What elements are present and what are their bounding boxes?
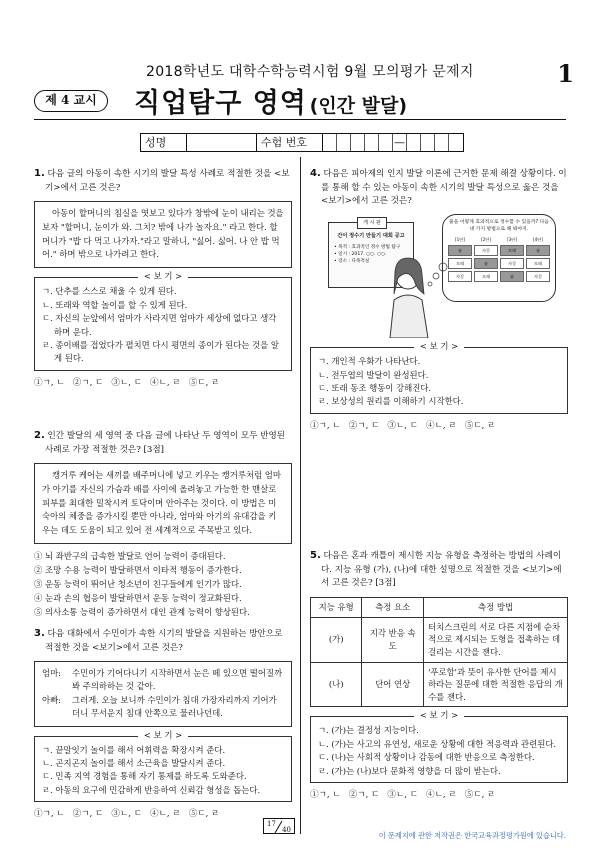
choice-4[interactable]: ④ㄴ, ㄹ xyxy=(426,420,457,431)
dialog-speaker: 아빠: xyxy=(42,694,62,705)
choice-3[interactable]: ③ㄴ, ㄷ xyxy=(387,790,419,801)
method-head: [1단] xyxy=(455,237,465,243)
passage-text: 캥거루 케어는 새끼를 배주머니에 넣고 키우는 캥거루처럼 엄마가 아기를 자신의 가슴과 배를 사이에 올려놓고 가능한 한 맨살로 피부를 최대한 밀착시켜 토닥이며 안아주는 것이다. 이 방법은 미숙아의 체중을 증가시킬 뿐만 아니라, 엄마와 아기의 유대감을 키우는 데도 도움이 되고 있어 전 세계적으로 주목받고 있다. xyxy=(42,469,281,536)
subject-sub-title: (인간 발달) xyxy=(309,95,408,117)
bogi-item: ㄷ. 또래 동조 행동이 강해진다. xyxy=(318,383,432,393)
dialog-text: 그러게. 오늘 보니까 수민이가 침대 가장자리까지 기어가더니 무서운지 침대 안쪽으로 물러나던데. xyxy=(72,694,277,719)
choice-3[interactable]: ③ 운동 능력이 뛰어난 청소년이 친구들에게 인기가 많다. xyxy=(34,578,242,589)
exam-number-cell[interactable] xyxy=(337,134,351,151)
dialog-line xyxy=(42,694,284,721)
method-head: [2단] xyxy=(481,237,491,243)
name-field[interactable] xyxy=(187,134,257,151)
question-1 xyxy=(34,166,292,390)
subject-main-title: 직업탐구 영역 xyxy=(134,88,307,119)
question-number: 4. xyxy=(310,168,321,179)
passage-box xyxy=(34,201,292,268)
cell-element: 지각 반응 속도 xyxy=(362,617,424,662)
table-header-row xyxy=(311,598,568,618)
cell-element: 단어 연상 xyxy=(362,662,424,707)
answer-choices xyxy=(34,550,292,619)
layer-cell: 자갈 xyxy=(526,271,550,282)
table-row xyxy=(311,617,568,662)
exam-number-cell[interactable] xyxy=(407,134,421,151)
choice-4[interactable]: ④ㄴ, ㄹ xyxy=(426,790,457,801)
choice-1[interactable]: ①ㄱ, ㄴ xyxy=(34,809,65,820)
layer-cell: 숯 xyxy=(474,258,498,269)
layer-cell: 모래 xyxy=(474,271,498,282)
exam-number-cell[interactable] xyxy=(421,134,435,151)
bogi-box xyxy=(310,341,568,414)
bogi-item: ㄹ. 보상성의 원리를 이해하기 시작한다. xyxy=(318,396,464,407)
layer-cell: 숯 xyxy=(448,245,472,256)
exam-title: 2018학년도 대학수학능력시험 9월 모의평가 문제지 xyxy=(146,64,474,80)
page-counter xyxy=(263,818,295,834)
dialog-text: 수민이가 기어다니기 시작하면서 눈은 떼 있으면 떨어질까봐 주의하하는 것 같아. xyxy=(72,667,283,692)
exam-number-dash: — xyxy=(394,136,405,149)
choice-2[interactable]: ②ㄱ, ㄷ xyxy=(72,377,104,388)
question-3 xyxy=(34,626,292,821)
bogi-title: < 보 기 > xyxy=(414,341,464,351)
layer-cell: 자갈 xyxy=(500,258,524,269)
bogi-item: ㄱ. 개인적 우화가 나타난다. xyxy=(318,356,421,367)
page-number: 1 xyxy=(557,59,574,88)
choice-2[interactable]: ② 조망 수용 능력이 발달하면서 이타적 행동이 증가한다. xyxy=(34,564,242,575)
cell-method: 터치스크린의 서로 다른 지점에 순차적으로 제시되는 도형을 접촉하는 데 걸리는 시간을 잰다. xyxy=(424,617,568,662)
page-current: 17 xyxy=(267,820,276,828)
cell-type: (나) xyxy=(311,662,362,707)
column-divider xyxy=(300,157,301,834)
choice-3[interactable]: ③ㄴ, ㄷ xyxy=(387,420,419,431)
method-head: [3단] xyxy=(507,237,517,243)
question-number: 3. xyxy=(34,628,45,639)
choice-3[interactable]: ③ㄴ, ㄷ xyxy=(111,809,143,820)
exam-number-cell[interactable] xyxy=(379,134,393,151)
bogi-item: ㄹ. 아동의 요구에 민감하게 반응하여 신뢰감 형성을 돕는다. xyxy=(42,784,261,795)
bogi-item: ㄹ. (가)는 (나)보다 문화적 영향을 더 많이 받는다. xyxy=(318,765,501,776)
choice-4[interactable]: ④ㄴ, ㄹ xyxy=(150,377,181,388)
thought-bubble xyxy=(442,214,556,302)
poster-line: • 장소 : 다목적실 xyxy=(334,258,370,264)
bogi-box xyxy=(34,271,292,371)
exam-number-label: 수험 번호 xyxy=(257,134,323,151)
page-total: 40 xyxy=(282,826,291,834)
choice-1[interactable]: ①ㄱ, ㄴ xyxy=(310,790,341,801)
bogi-item: ㄷ. 자신의 눈앞에서 엄마가 사라지면 엄마가 세상에 없다고 생각하며 운다. xyxy=(42,313,277,337)
choice-1[interactable]: ①ㄱ, ㄴ xyxy=(34,377,65,388)
bogi-item: ㄱ. 끝말잇기 놀이를 해서 어휘력을 확장시켜 준다. xyxy=(42,744,226,755)
bogi-box xyxy=(34,729,292,803)
bogi-item: ㄱ. 단추를 스스로 채울 수 있게 된다. xyxy=(42,286,177,297)
table-header: 지능 유형 xyxy=(311,598,362,618)
student-illustration xyxy=(368,254,448,338)
layer-cell: 숯 xyxy=(526,245,550,256)
choice-4[interactable]: ④ 눈과 손의 협응이 발달하면서 운동 능력이 정교화된다. xyxy=(34,592,242,603)
question-2 xyxy=(34,428,292,619)
poster-line: • 목적 : 효과적인 정수 방법 탐구 xyxy=(334,245,401,251)
table-header: 측정 요소 xyxy=(362,598,424,618)
choice-1[interactable]: ① 뇌 좌반구의 급속한 발달로 언어 능력이 증대된다. xyxy=(34,551,226,562)
header-rule xyxy=(34,119,566,120)
choice-5[interactable]: ⑤ㄷ, ㄹ xyxy=(464,790,496,801)
bogi-item: ㄴ. 전두엽의 발달이 완성된다. xyxy=(318,369,429,380)
question-stem: 다음 글의 아동이 속한 시기의 발달 특성 사례로 적절한 것을 <보기>에서 고른 것은? xyxy=(45,169,290,193)
bogi-item: ㄷ. 민족 지역 경험을 통해 자기 통제를 하도록 도와준다. xyxy=(42,771,247,782)
layer-cell: 숯 xyxy=(500,271,524,282)
choice-2[interactable]: ②ㄱ, ㄷ xyxy=(72,809,104,820)
poster-line: • 일시 : 2017. ○○. ○○. xyxy=(334,252,387,258)
bogi-title: < 보 기 > xyxy=(414,710,464,720)
period-badge: 제 4 교시 xyxy=(34,90,108,112)
exam-number-cell[interactable] xyxy=(365,134,379,151)
layer-cell: 모래 xyxy=(448,258,472,269)
cell-method: '푸로함'과 뜻이 유사한 단어를 제시하라는 질문에 대한 적절한 응답의 개수를 잰다. xyxy=(424,662,568,707)
exam-number-cell[interactable] xyxy=(449,134,463,151)
problem-figure xyxy=(310,214,568,338)
question-number: 1. xyxy=(34,168,45,179)
choice-5[interactable]: ⑤ㄷ, ㄹ xyxy=(464,420,496,431)
choice-2[interactable]: ②ㄱ, ㄷ xyxy=(348,790,380,801)
method-head: [4단] xyxy=(533,237,543,243)
choice-5[interactable]: ⑤ㄷ, ㄹ xyxy=(188,377,220,388)
question-5 xyxy=(310,548,568,802)
poster-title: 간이 정수기 만들기 대회 공고 xyxy=(337,233,405,240)
choice-5[interactable]: ⑤ 의사소통 능력이 증가하면서 대인 관계 능력이 향상된다. xyxy=(34,606,250,617)
choice-2[interactable]: ②ㄱ, ㄷ xyxy=(348,420,380,431)
exam-number-cell[interactable] xyxy=(435,134,449,151)
choice-5[interactable]: ⑤ㄷ, ㄹ xyxy=(188,809,220,820)
exam-number-cell[interactable] xyxy=(323,134,337,151)
question-stem: 다음 대화에서 수민이가 속한 시기의 발달을 지원하는 방안으로 적절한 것을 <보기>에서 고른 것은? xyxy=(45,629,283,653)
question-stem: 인간 발달의 세 영역 중 다음 글에 나타난 두 영역이 모두 반영된 사례로 가장 적절한 것은? [3점] xyxy=(45,431,286,455)
table-header: 측정 방법 xyxy=(424,598,568,618)
student-info-box xyxy=(140,133,464,152)
layer-cell: 자갈 xyxy=(448,271,472,282)
layer-cell: 모래 xyxy=(526,258,550,269)
poster-tag: 게 시 판 xyxy=(357,217,387,229)
bogi-item: ㄱ. (가)는 결정성 지능이다. xyxy=(318,725,419,736)
passage-text: 아동이 할머니의 침실을 엿보고 있다가 창밖에 눈이 내리는 것을 보자 "할머니, 눈이가 와. 그치? 밖에 나가 놀자요." 라고 한다. 할머니가 "밥 다 먹고 나가자."라고 말하니, "싫어. 싫어. 나 안 밥 먹어." 하며 밖으로 나가려고 한다. xyxy=(42,207,284,260)
question-4 xyxy=(310,166,568,433)
bogi-item: ㄴ. (가)는 사고의 유연성, 새로운 상황에 대한 적응력과 관련된다. xyxy=(318,738,557,749)
answer-choices xyxy=(310,789,568,802)
exam-header xyxy=(34,59,574,88)
question-stem: 다음은 피아제의 인지 발달 이론에 근거한 문제 해결 상황이다. 이를 통해 할 수 있는 아동이 속한 시기의 발달 특성으로 옳은 것을 <보기>에서 고른 것은? xyxy=(321,169,567,206)
dialog-speaker: 엄마: xyxy=(42,667,62,678)
cell-type: (가) xyxy=(311,617,362,662)
bogi-title: < 보 기 > xyxy=(138,730,188,740)
intelligence-table xyxy=(310,597,568,707)
filter-method-grid xyxy=(448,236,550,282)
dialog-box xyxy=(34,661,292,727)
dialog-line xyxy=(42,667,284,694)
answer-choices xyxy=(34,808,292,821)
layer-cell: 자갈 xyxy=(474,245,498,256)
copyright-notice: 이 문제지에 관한 저작권은 한국교육과정평가원에 있습니다. xyxy=(378,831,566,840)
layer-cell: 모래 xyxy=(500,245,524,256)
bogi-box xyxy=(310,710,568,783)
passage-box xyxy=(34,463,292,544)
bogi-item: ㄷ. (나)는 사회적 상황이나 감동에 대한 반응으로 측정한다. xyxy=(318,752,535,763)
name-label: 성명 xyxy=(141,134,187,151)
answer-choices xyxy=(34,377,292,390)
bogi-item: ㄹ. 종이배를 접었다가 펼치면 다시 평면의 종이가 된다는 것을 알게 된다. xyxy=(42,340,279,364)
choice-4[interactable]: ④ㄴ, ㄹ xyxy=(150,809,181,820)
choice-1[interactable]: ①ㄱ, ㄴ xyxy=(310,420,341,431)
question-stem: 다음은 혼과 캐틀이 제시한 지능 유형을 측정하는 방법의 사례이다. 지능 유형 (가), (나)에 대한 설명으로 적절한 것을 <보기>에서 고른 것은? [3점] xyxy=(321,551,562,588)
bogi-item: ㄴ. 곤지곤지 놀이를 해서 소근육을 발달시켜 준다. xyxy=(42,758,226,768)
question-number: 5. xyxy=(310,550,321,561)
bubble-text: 물을 어떻게 효과적으로 정수할 수 있을까? 다음 네 가지 방법으로 해 봐야지. xyxy=(449,220,549,232)
bogi-item: ㄴ. 또래와 역할 놀이를 할 수 있게 된다. xyxy=(42,299,188,310)
bogi-title: < 보 기 > xyxy=(138,271,188,281)
choice-3[interactable]: ③ㄴ, ㄷ xyxy=(111,377,143,388)
question-number: 2. xyxy=(34,430,45,441)
exam-number-cell[interactable] xyxy=(351,134,365,151)
answer-choices xyxy=(310,420,568,433)
table-row xyxy=(311,662,568,707)
